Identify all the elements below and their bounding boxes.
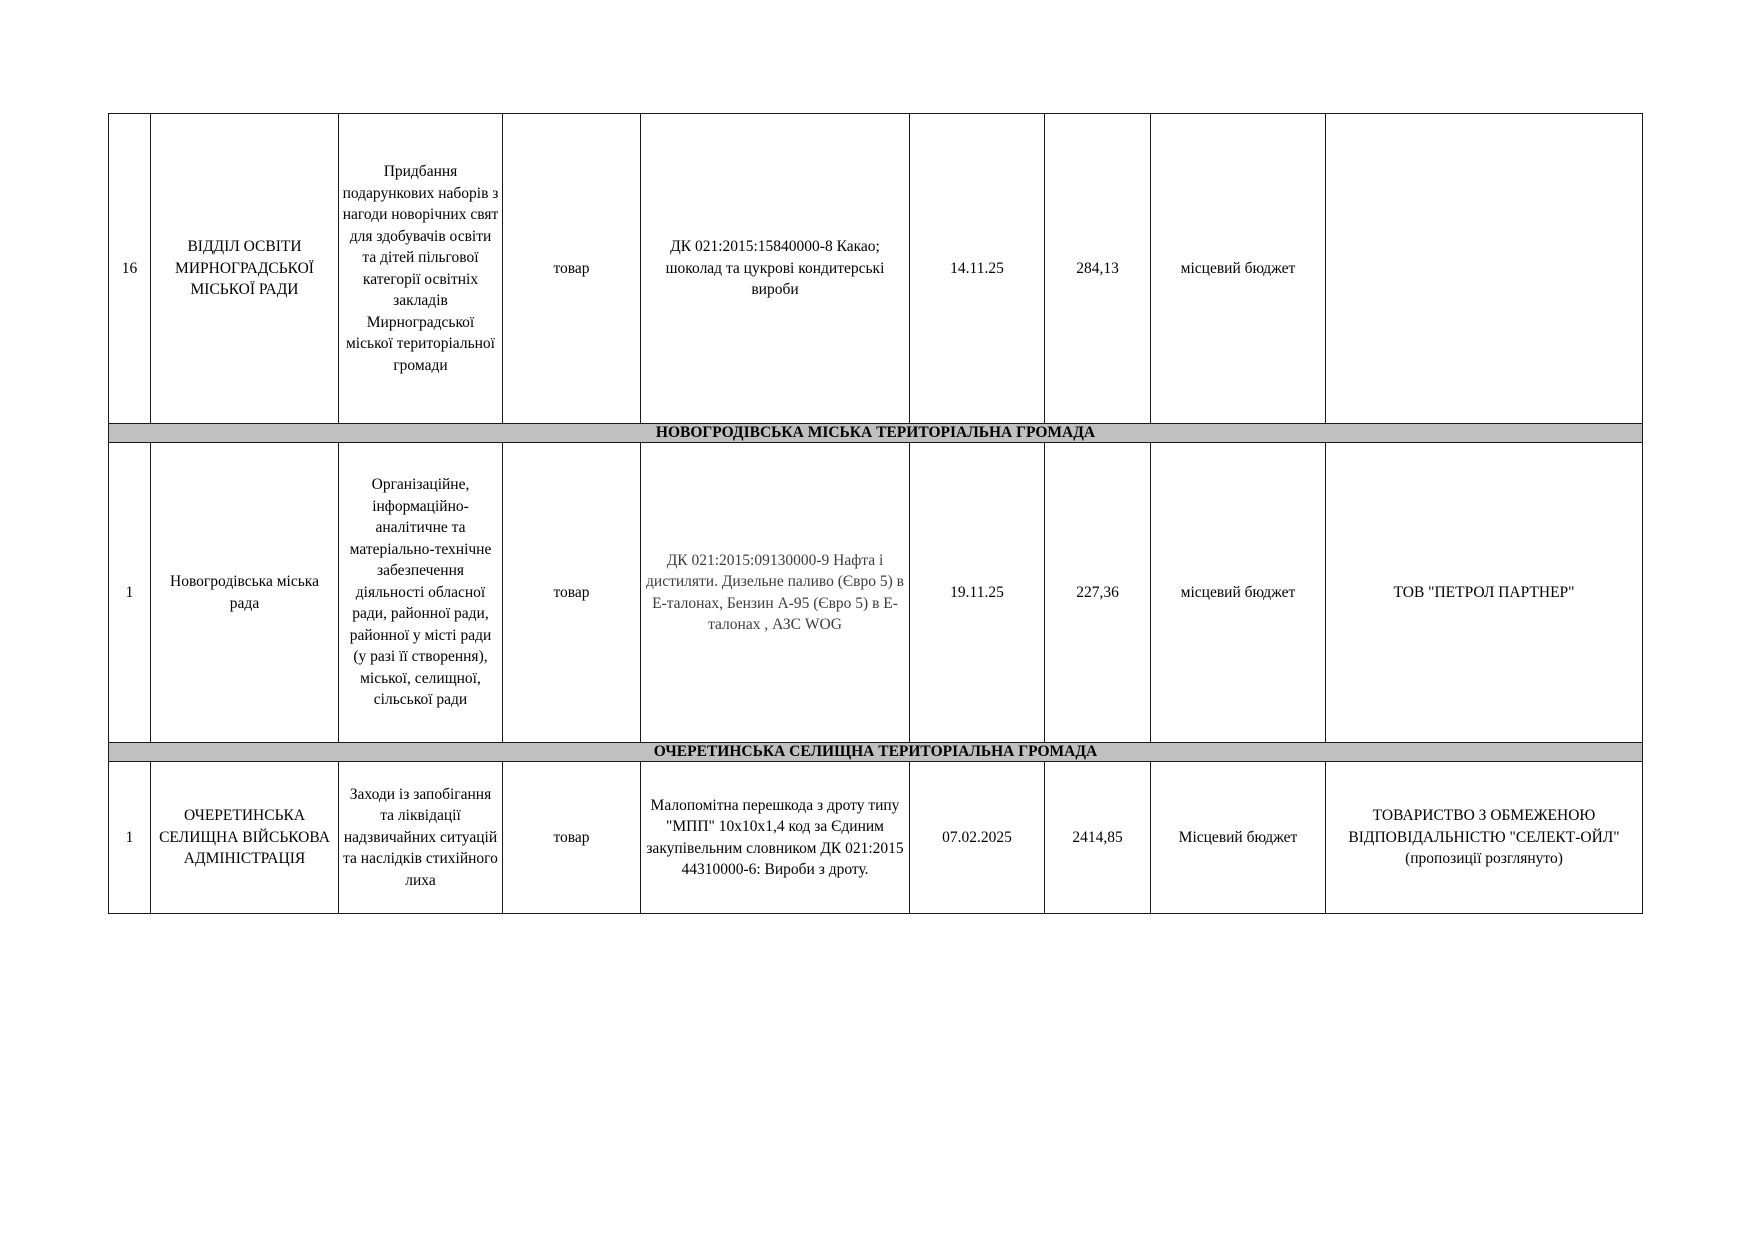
subject-cell: Заходи із запобігання та ліквідації надзвичайних ситуацій та наслідків стихійного лиха (339, 762, 503, 914)
customer-cell: ВІДДІЛ ОСВІТИ МИРНОГРАДСЬКОЇ МІСЬКОЇ РАДИ (151, 114, 339, 424)
section-title: НОВОГРОДІВСЬКА МІСЬКА ТЕРИТОРІАЛЬНА ГРОМАДА (109, 424, 1643, 443)
row-number: 1 (109, 762, 151, 914)
row-number: 16 (109, 114, 151, 424)
date-cell: 07.02.2025 (910, 762, 1045, 914)
kind-cell: товар (503, 443, 641, 743)
cpv-code-cell: Малопомітна перешкода з дроту типу "МПП" 10х10х1,4 код за Єдиним закупівельним словником ДК 021:2015 44310000-6: Вироби з дроту. (641, 762, 910, 914)
kind-cell: товар (503, 762, 641, 914)
supplier-cell (1326, 114, 1643, 424)
cpv-code-cell: ДК 021:2015:15840000-8 Какао; шоколад та цукрові кондитерські вироби (641, 114, 910, 424)
customer-cell: Новогродівська міська рада (151, 443, 339, 743)
row-number: 1 (109, 443, 151, 743)
table-row (109, 114, 1643, 424)
customer-cell: ОЧЕРЕТИНСЬКА СЕЛИЩНА ВІЙСЬКОВА АДМІНІСТРАЦІЯ (151, 762, 339, 914)
section-header-row (109, 424, 1643, 443)
procurement-table (108, 113, 1643, 914)
funding-cell: місцевий бюджет (1151, 443, 1326, 743)
section-title: ОЧЕРЕТИНСЬКА СЕЛИЩНА ТЕРИТОРІАЛЬНА ГРОМАДА (109, 743, 1643, 762)
table-row (109, 762, 1643, 914)
amount-cell: 284,13 (1045, 114, 1151, 424)
subject-cell: Придбання подарункових наборів з нагоди новорічних свят для здобувачів освіти та дітей пільгової категорії освітніх закладів Мирноградської міської територіальної громади (339, 114, 503, 424)
funding-cell: Місцевий бюджет (1151, 762, 1326, 914)
table-row (109, 443, 1643, 743)
section-header-row (109, 743, 1643, 762)
subject-cell: Організаційне, інформаційно-аналітичне та матеріально-технічне забезпечення діяльності обласної ради, районної ради, районної у місті ради (у разі її створення), міської, селищної, сільської ради (339, 443, 503, 743)
kind-cell: товар (503, 114, 641, 424)
cpv-code-cell: ДК 021:2015:09130000-9 Нафта і дистиляти. Дизельне паливо (Євро 5) в Е-талонах, Бензин А-95 (Євро 5) в Е-талонах , АЗС WOG (641, 443, 910, 743)
supplier-cell: ТОВ "ПЕТРОЛ ПАРТНЕР" (1326, 443, 1643, 743)
date-cell: 19.11.25 (910, 443, 1045, 743)
supplier-cell: ТОВАРИСТВО З ОБМЕЖЕНОЮ ВІДПОВІДАЛЬНІСТЮ "СЕЛЕКТ-ОЙЛ" (пропозиції розглянуто) (1326, 762, 1643, 914)
date-cell: 14.11.25 (910, 114, 1045, 424)
amount-cell: 227,36 (1045, 443, 1151, 743)
funding-cell: місцевий бюджет (1151, 114, 1326, 424)
amount-cell: 2414,85 (1045, 762, 1151, 914)
